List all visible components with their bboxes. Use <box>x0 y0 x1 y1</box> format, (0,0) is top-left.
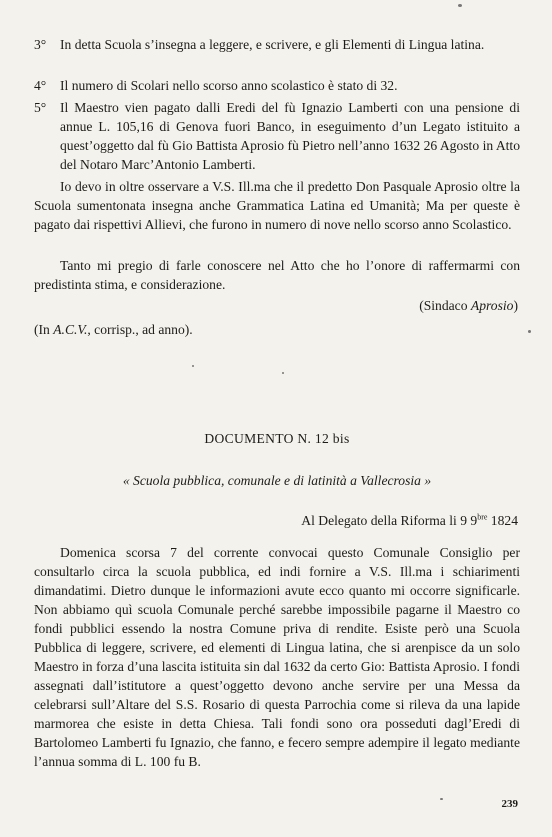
document-subtitle: « Scuola pubblica, comunale e di latinità a Vallecrosia » <box>122 473 432 488</box>
document-title: DOCUMENTO N. 12 bis <box>204 431 350 446</box>
list-text: In detta Scuola s’insegna a leggere, e scrivere, e gli Elementi di Lingua latina. <box>60 37 485 52</box>
date-superscript: bre <box>477 512 488 522</box>
paragraph-2: Tanto mi pregio di farle conoscere nel Atto che ho l’onore di raffermarmi con predistinta stima, e considerazione. <box>34 258 520 292</box>
source-archive: A.C.V. <box>53 322 88 337</box>
scan-speck <box>458 4 462 7</box>
scan-speck <box>440 798 443 800</box>
list-text: Il numero di Scolari nello scorso anno scolastico è stato di 32. <box>60 78 398 93</box>
signature-prefix: (Sindaco <box>419 298 471 313</box>
letter-date <box>301 511 518 530</box>
date-prefix: Al Delegato della Riforma li 9 9 <box>301 513 478 528</box>
list-text: Il Maestro vien pagato dalli Eredi del fù Ignazio Lamberti con una pensione di annue L. 105,16 di Genova fuori Banco, in eseguimento d’un Legato istituito a quest’oggetto dal fù Gio Battista Aprosio fù Pietro nell’anno 1632 26 Agosto in Atto del Notaro Marc’Antonio Lamberti. <box>60 100 520 172</box>
signature <box>419 296 518 315</box>
source-reference <box>34 320 193 339</box>
date-suffix: 1824 <box>487 513 518 528</box>
list-number: 5° <box>34 100 47 115</box>
list-number: 4° <box>34 78 47 93</box>
list-number: 3° <box>34 37 47 52</box>
source-suffix: , corrisp., ad anno). <box>87 322 193 337</box>
signature-name: Aprosio <box>470 298 514 313</box>
letter-body: Domenica scorsa 7 del corrente convocai questo Comunale Consiglio per consultarlo circa la scuola pubblica, ed indi fornire a V.S. Ill.ma i schiarimenti dimandatimi. Dietro dunque le informazioni avute ecco quanto mi occorre significarle. Non abbiamo quì scuola Comunale perché sarebbe impossibile pagarne il Maestro co fondi pubblici essendo la nostra Comune priva di rendite. Esiste però una Scuola Pubblica di leggere, scrivere, ed elementi di Lingua latina, che si arenpisce da un solo Maestro in forza d’una lascita istituita sin dal 1632 da certo Gio: Battista Aprosio. I fondi assegnati dall’istitutore a quest’oggetto devono anche servire per una Messa da celebrarsi sull’Altare del S.S. Rosario di questa Parrochia come si rileva da una lapide marmorea che esiste in detta Chiesa. Tali fondi sono ora posseduti dagl’Eredi di Bartolomeo Lamberti fu Ignazio, che fanno, e fecero sempre adempire il legato mediante l’annua somma di L. 100 fu B. <box>34 545 520 769</box>
paragraph-1: Io devo in oltre osservare a V.S. Ill.ma che il predetto Don Pasquale Aprosio oltre la Scuola sumentonata insegna anche Grammatica Latina ed Umanità; Ma per queste è pagato dai rispettivi Allievi, che furono in numero di nove nello scorso anno Scolastico. <box>34 179 520 232</box>
signature-suffix: ) <box>513 298 518 313</box>
list-item-4 <box>34 76 520 95</box>
scan-speck <box>282 372 284 374</box>
page-number: 239 <box>501 798 518 810</box>
scan-speck <box>192 365 194 367</box>
source-prefix: (In <box>34 322 54 337</box>
list-item-3 <box>34 35 520 54</box>
scan-speck <box>528 330 531 333</box>
list-item-5 <box>34 98 520 174</box>
